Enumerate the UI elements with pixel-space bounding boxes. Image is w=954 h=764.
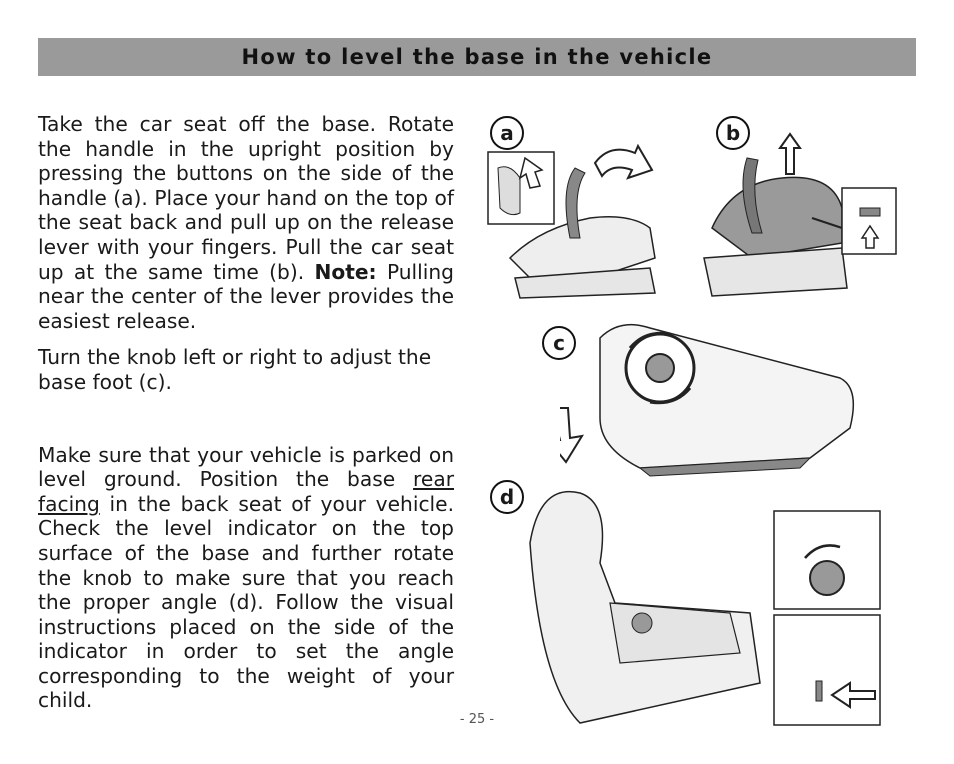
illustration-d <box>520 483 886 728</box>
label-d-badge <box>490 480 524 514</box>
paragraph-remove-seat <box>38 112 454 333</box>
paragraph-text: Make sure that your vehicle is parked on level ground. Position the base <box>38 442 454 492</box>
label-c: c <box>553 331 565 355</box>
label-a-badge <box>490 116 524 150</box>
label-d: d <box>499 485 515 509</box>
paragraph-text: Take the car seat off the base. Rotate the handle in the upright position by pressing the buttons on the side of the handle (a). Place your hand on the top of the seat back and pull up on the release lever with your fingers. Pull the car seat up at the same time (b). <box>38 112 454 284</box>
paragraph-adjust-knob: Turn the knob left or right to adjust the base foot (c). <box>38 345 432 394</box>
paragraph-text: in the back seat of your vehicle. Check the level indicator on the top surface of the base and further rotate the knob to make sure that you reach the proper angle (d). Follow the visual instructions placed on the side of the indicator in order to set the angle corresponding to the weight of your child. <box>38 491 454 713</box>
illustration-panel <box>480 108 900 728</box>
note-text: Pulling near the center of the lever provides the easiest release. <box>38 259 454 333</box>
illustration-c <box>560 308 880 478</box>
section-header-bar <box>38 38 916 76</box>
underlined-term: rear facing <box>38 467 454 516</box>
label-c-badge <box>542 326 576 360</box>
instruction-text <box>38 112 454 713</box>
paragraph-level-base <box>38 443 454 714</box>
label-b: b <box>725 121 741 145</box>
note-label: Note: <box>314 259 377 284</box>
label-a: a <box>500 121 514 145</box>
section-title: How to level the base in the vehicle <box>241 45 713 69</box>
page-number: - 25 - <box>459 712 495 727</box>
label-b-badge <box>716 116 750 150</box>
